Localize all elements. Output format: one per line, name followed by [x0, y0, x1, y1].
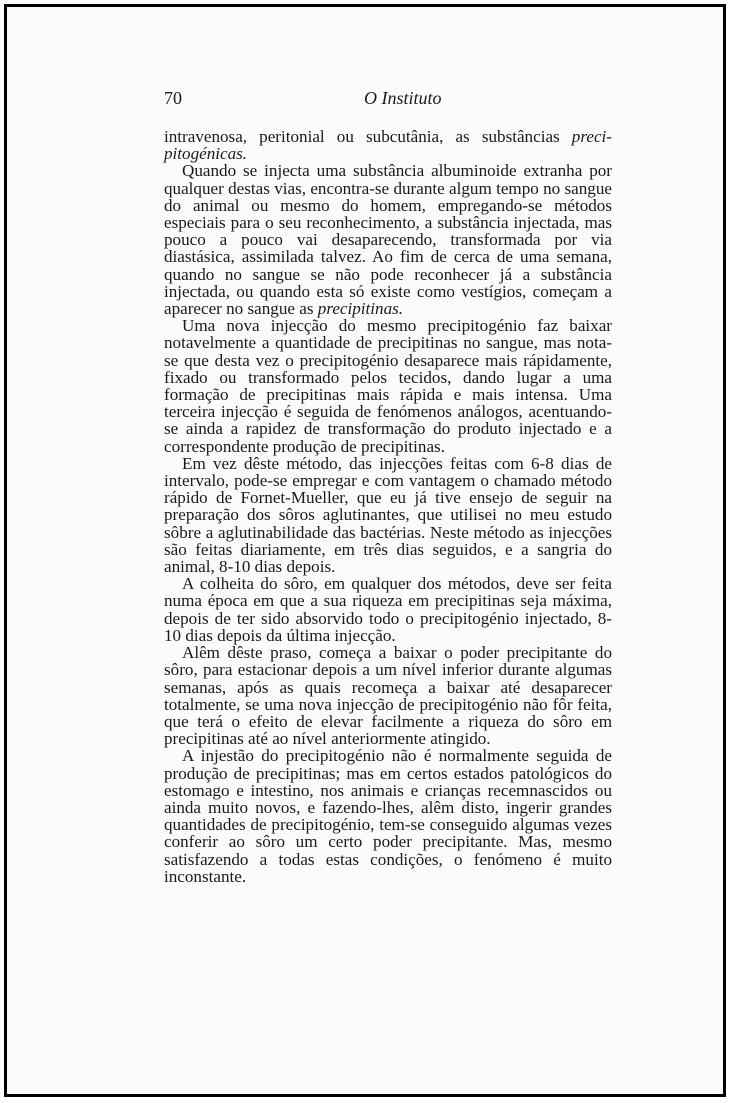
page-header: [164, 88, 604, 110]
page-number: 70: [164, 88, 182, 108]
paragraph: [164, 317, 612, 455]
paragraph: [164, 575, 612, 644]
body-text: [164, 128, 612, 885]
paragraph: [164, 644, 612, 747]
italic-term: precipitinas.: [317, 299, 404, 319]
paragraph: [164, 128, 612, 162]
paragraph: [164, 747, 612, 885]
running-title: O Instituto: [364, 88, 442, 108]
paragraph-text: Alêm dêste praso, começa a baixar o poder precipitante do sôro, para estacionar depois a um nível inferior durante algumas semanas, após as quais recomeça a baixar até desaparecer totalmente, se uma nova injecção de precipitogénio não fôr feita, que terá o efeito de elevar facilmente a riqueza do sôro em precipitinas até ao nível anteriormente atingido.: [164, 643, 612, 749]
italic-term: precipitogénicas.: [164, 127, 612, 164]
paragraph-text: A injestão do precipitogénio não é normalmente seguida de produção de precipitinas; mas em certos estados patológicos do estomago e intestino, nos animais e crianças recemnascidos ou ainda muito novos, e fazendo-lhes, alêm disto, ingerir grandes quantidades de precipitogénio, tem-se conseguido algumas vezes conferir ao sôro um certo poder precipitante. Mas, mesmo satisfazendo a todas estas condições, o fenómeno é muito inconstante.: [164, 746, 612, 886]
paragraph-text: Quando se injecta uma substância albuminoide extranha por qualquer destas vias, encontra-se durante algum tempo no sangue do animal ou mesmo do homem, empregando-se métodos especiais para o seu reconhecimento, a substância injectada, mas pouco a pouco vai desaparecendo, transformada por via diastásica, assimilada talvez. Ao fim de cerca de uma semana, quando no sangue se não pode reconhecer já a substância injectada, ou quando esta só existe como vestígios, começam a aparecer no sangue as: [164, 161, 612, 319]
paragraph: [164, 455, 612, 575]
paragraph-text: A colheita do sôro, em qualquer dos métodos, deve ser feita numa época em que a sua riqueza em precipitinas seja máxima, depois de ter sido absorvido todo o precipitogénio injectado, 8-10 dias depois da última injecção.: [164, 574, 612, 645]
paragraph-text: Em vez dêste método, das injecções feitas com 6-8 dias de intervalo, pode-se empregar e com vantagem o chamado método rápido de Fornet-Mueller, que eu já tive ensejo de seguir na preparação dos sôros aglutinantes, que utilisei no meu estudo sôbre a aglutinabilidade das bactérias. Neste método as injecções são feitas diariamente, em três dias seguidos, e a sangria do animal, 8-10 dias depois.: [164, 453, 612, 577]
paragraph-text: Uma nova injecção do mesmo precipitogénio faz baixar notavelmente a quantidade de precipitinas no sangue, mas nota-se que desta vez o precipitogénio desaparece mais rápidamente, fixado ou transformado pelos tecidos, dando lugar a uma formação de precipitinas mais rápida e mais intensa. Uma terceira injecção é seguida de fenómenos análogos, acentuando-se ainda a rapidez de transformação do produto injectado e a correspondente produção de precipitinas.: [164, 316, 612, 456]
paragraph-text: intravenosa, peritonial ou subcutânia, as substâncias: [164, 127, 572, 146]
paragraph: [164, 162, 612, 317]
